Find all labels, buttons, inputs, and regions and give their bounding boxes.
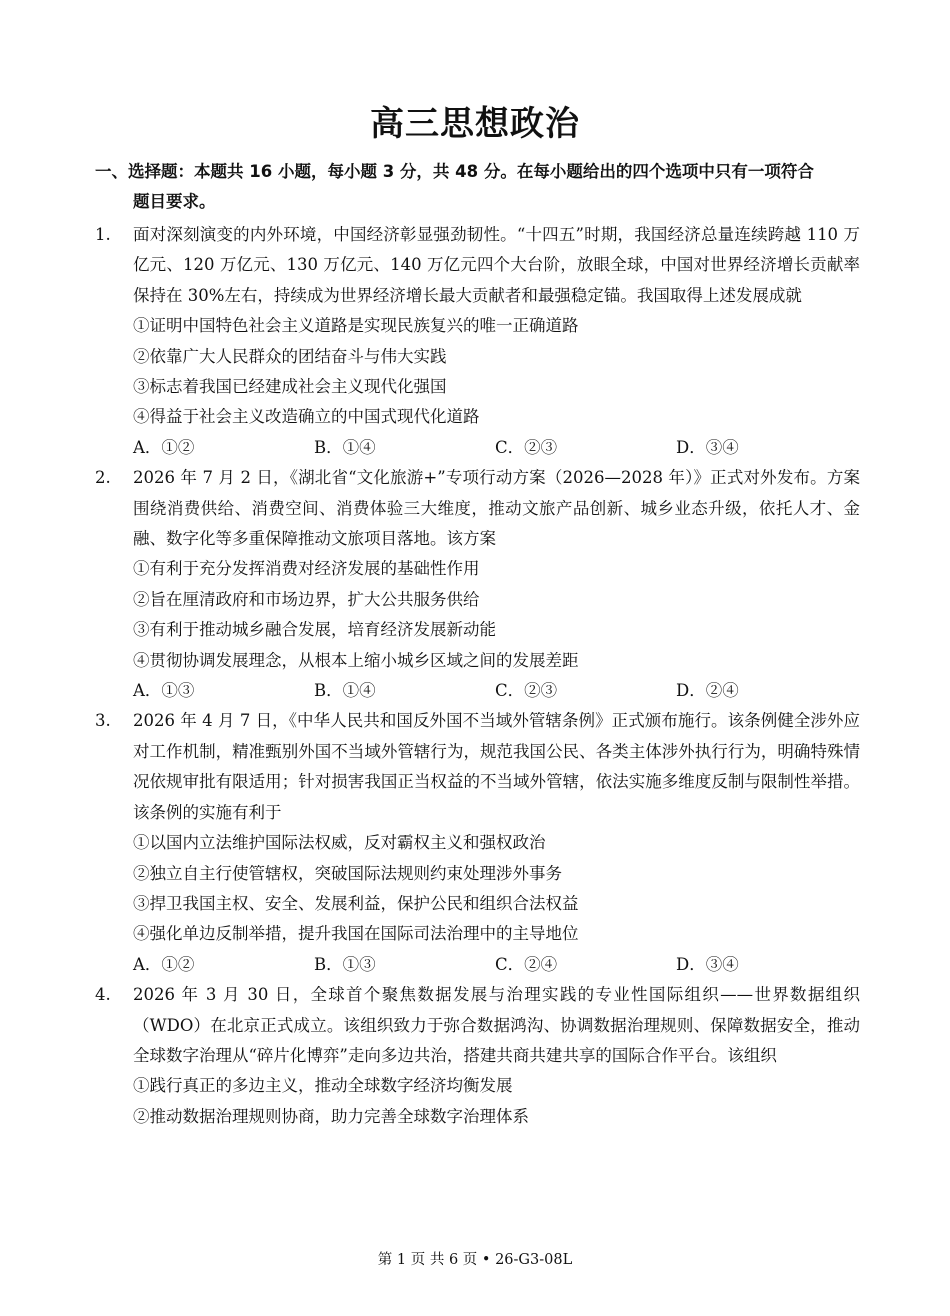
statement-option: ④强化单边反制举措，提升我国在国际司法治理中的主导地位 bbox=[133, 924, 579, 944]
statement-option: ②推动数据治理规则协商，助力完善全球数字治理体系 bbox=[133, 1106, 529, 1126]
statement-option: ②依靠广大人民群众的团结奋斗与伟大实践 bbox=[133, 346, 447, 366]
statement-option: ①以国内立法维护国际法权威，反对霸权主义和强权政治 bbox=[133, 833, 546, 853]
statement-option: ④得益于社会主义改造确立的中国式现代化道路 bbox=[133, 407, 480, 427]
section-heading bbox=[95, 157, 865, 217]
choice-c[interactable]: C．②③ bbox=[495, 437, 558, 457]
choice-c[interactable]: C．②④ bbox=[495, 954, 558, 974]
section-heading-continued: 题目要求。 bbox=[133, 192, 216, 211]
statement-option: ②独立自主行使管辖权，突破国际法规则约束处理涉外事务 bbox=[133, 863, 562, 883]
question-stem: 2026 年 7 月 2 日，《湖北省“文化旅游+”专项行动方案（2026—2028 年）》正式对外发布。方案围绕消费供给、消费空间、消费体验三大维度，推动文旅产品创新、城乡业态升级，依托人才、金融、数字化等多重保障推动文旅项目落地。该方案 bbox=[133, 468, 860, 549]
question-stem: 面对深刻演变的内外环境，中国经济彰显强劲韧性。“十四五”时期，我国经济总量连续跨越 110 万亿元、120 万亿元、130 万亿元、140 万亿元四个大台阶，放眼全球，中国对世界经济增长贡献率保持在 30%左右，持续成为世界经济增长最大贡献者和最强稳定锚。我国取得上述发展成就 bbox=[133, 225, 860, 305]
question-stem: 2026 年 4 月 7 日，《中华人民共和国反外国不当域外管辖条例》正式颁布施行。该条例健全涉外应对工作机制，精准甄别外国不当域外管辖行为，规范我国公民、各类主体涉外执行行为，明确特殊情况依规审批有限适用；针对损害我国正当权益的不当域外管辖，依法实施多维度反制与限制性举措。该条例的实施有利于 bbox=[133, 711, 860, 822]
choice-d[interactable]: D．②④ bbox=[676, 681, 739, 701]
question-4 bbox=[95, 980, 860, 1132]
statement-option: ①有利于充分发挥消费对经济发展的基础性作用 bbox=[133, 559, 480, 579]
answer-choices bbox=[133, 676, 860, 706]
page-footer: 第 1 页 共 6 页 • 26-G3-08L bbox=[377, 1252, 573, 1268]
statement-option: ①证明中国特色社会主义道路是实现民族复兴的唯一正确道路 bbox=[133, 316, 579, 336]
question-stem: 2026 年 3 月 30 日，全球首个聚焦数据发展与治理实践的专业性国际组织——世界数据组织（WDO）在北京正式成立。该组织致力于弥合数据鸿沟、协调数据治理规则、保障数据安全，推动全球数字治理从“碎片化博弈”走向多边共治，搭建共商共建共享的国际合作平台。该组织 bbox=[133, 985, 860, 1065]
question-number: 1. bbox=[95, 225, 111, 244]
choice-a[interactable]: A．①② bbox=[133, 437, 195, 457]
question-number: 2. bbox=[95, 468, 111, 488]
choice-b[interactable]: B．①④ bbox=[314, 681, 376, 701]
question-3 bbox=[95, 706, 860, 980]
page-title: 高三思想政治 bbox=[370, 104, 580, 144]
question-1 bbox=[95, 220, 860, 463]
answer-choices bbox=[133, 950, 860, 980]
question-2 bbox=[95, 463, 860, 706]
choice-d[interactable]: D．③④ bbox=[676, 954, 739, 974]
choice-d[interactable]: D．③④ bbox=[676, 437, 739, 457]
statement-option: ②旨在厘清政府和市场边界，扩大公共服务供给 bbox=[133, 589, 480, 609]
statement-option: ④贯彻协调发展理念，从根本上缩小城乡区域之间的发展差距 bbox=[133, 650, 579, 670]
choice-b[interactable]: B．①④ bbox=[314, 437, 376, 457]
choice-a[interactable]: A．①② bbox=[133, 954, 195, 974]
choice-a[interactable]: A．①③ bbox=[133, 681, 195, 701]
choice-c[interactable]: C．②③ bbox=[495, 681, 558, 701]
choice-b[interactable]: B．①③ bbox=[314, 954, 376, 974]
question-list bbox=[95, 220, 860, 1132]
question-number: 4. bbox=[95, 985, 111, 1005]
statement-option: ③捍卫我国主权、安全、发展利益，保护公民和组织合法权益 bbox=[133, 893, 579, 913]
statement-option: ③有利于推动城乡融合发展，培育经济发展新动能 bbox=[133, 620, 496, 640]
statement-option: ③标志着我国已经建成社会主义现代化强国 bbox=[133, 377, 447, 397]
question-number: 3. bbox=[95, 711, 111, 731]
statement-option: ①践行真正的多边主义，推动全球数字经济均衡发展 bbox=[133, 1076, 513, 1096]
section-heading-text: 一、选择题：本题共 16 小题，每小题 3 分，共 48 分。在每小题给出的四个选项中只有一项符合 bbox=[95, 162, 814, 181]
answer-choices bbox=[133, 433, 860, 463]
